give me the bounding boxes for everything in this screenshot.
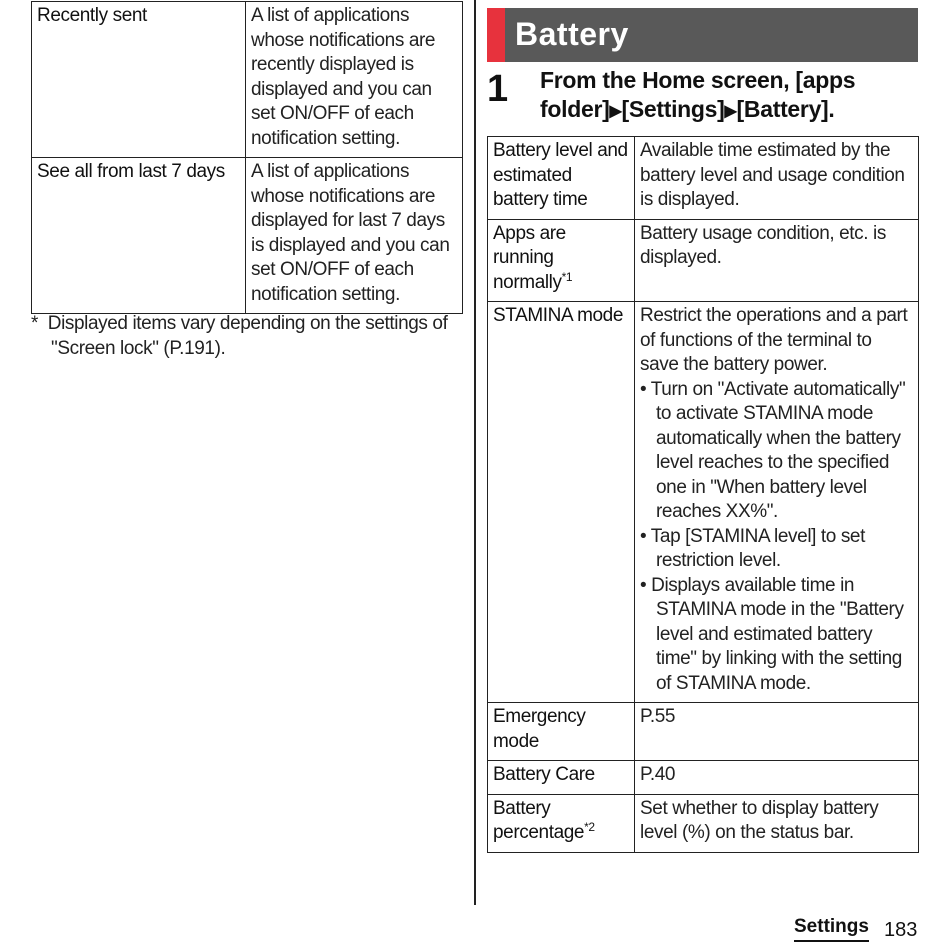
row-key: Battery Care — [488, 761, 635, 795]
arrow-right-icon: ▶ — [609, 103, 622, 120]
row-key: Recently sent — [32, 2, 246, 158]
footer-section-label: Settings — [794, 915, 869, 942]
row-value: Set whether to display battery level (%) on the status bar. — [635, 794, 919, 852]
battery-settings-table — [487, 136, 919, 853]
row-key: STAMINA mode — [488, 302, 635, 703]
table-row — [488, 137, 919, 220]
step-number: 1 — [487, 68, 509, 110]
step-part-1: From the Home screen, [apps folder] — [540, 67, 856, 122]
notification-table — [31, 1, 463, 314]
table-row — [488, 219, 919, 302]
footnote-marker: *1 — [561, 269, 573, 284]
row-value: A list of applications whose notifications are displayed for last 7 days is displayed and you can set ON/OFF of each notification setting. — [246, 158, 463, 314]
row-value: P.55 — [635, 703, 919, 761]
row-value: Available time estimated by the battery level and usage condition is displayed. — [635, 137, 919, 220]
table-row — [32, 2, 463, 158]
arrow-right-icon: ▶ — [724, 103, 737, 120]
column-divider — [474, 0, 476, 905]
row-key: Battery level and estimated battery time — [488, 137, 635, 220]
footnote-marker: *2 — [584, 820, 595, 834]
row-value: Battery usage condition, etc. is displayed. — [635, 219, 919, 302]
row-value: P.40 — [635, 761, 919, 795]
table-row — [488, 761, 919, 795]
row-value — [635, 302, 919, 703]
step-instruction — [540, 66, 920, 126]
bullet-list — [640, 378, 914, 697]
section-heading — [487, 8, 918, 62]
page-number: 183 — [884, 919, 918, 941]
bullet-item: • Tap [STAMINA level] to set restriction level. — [640, 525, 914, 574]
row-key: See all from last 7 days — [32, 158, 246, 314]
row-key-text: Battery percentage — [493, 797, 585, 843]
table-row — [32, 158, 463, 314]
heading-accent — [487, 8, 505, 62]
table-row — [488, 302, 919, 703]
bullet-item: • Displays available time in STAMINA mode in the "Battery level and estimated battery time" by linking with the setting of STAMINA mode. — [640, 574, 914, 697]
bullet-item: • Turn on "Activate automatically" to activate STAMINA mode automatically when the battery level reaches to the specified one in "When battery level reaches XX%". — [640, 378, 914, 525]
row-key — [488, 219, 635, 302]
section-title: Battery — [515, 16, 629, 52]
footnote: * Displayed items vary depending on the settings of "Screen lock" (P.191). — [31, 313, 448, 359]
row-value-text: Restrict the operations and a part of functions of the terminal to save the battery power. — [640, 305, 908, 375]
row-value: A list of applications whose notifications are recently displayed is displayed and you can set ON/OFF of each notification setting. — [246, 2, 463, 158]
row-key: Emergency mode — [488, 703, 635, 761]
step-part-2: [Settings] — [621, 96, 725, 122]
table-row — [488, 794, 919, 852]
row-key-text: Apps are running normally — [493, 222, 566, 293]
row-key — [488, 794, 635, 852]
step-part-3: [Battery]. — [736, 96, 835, 122]
table-row — [488, 703, 919, 761]
